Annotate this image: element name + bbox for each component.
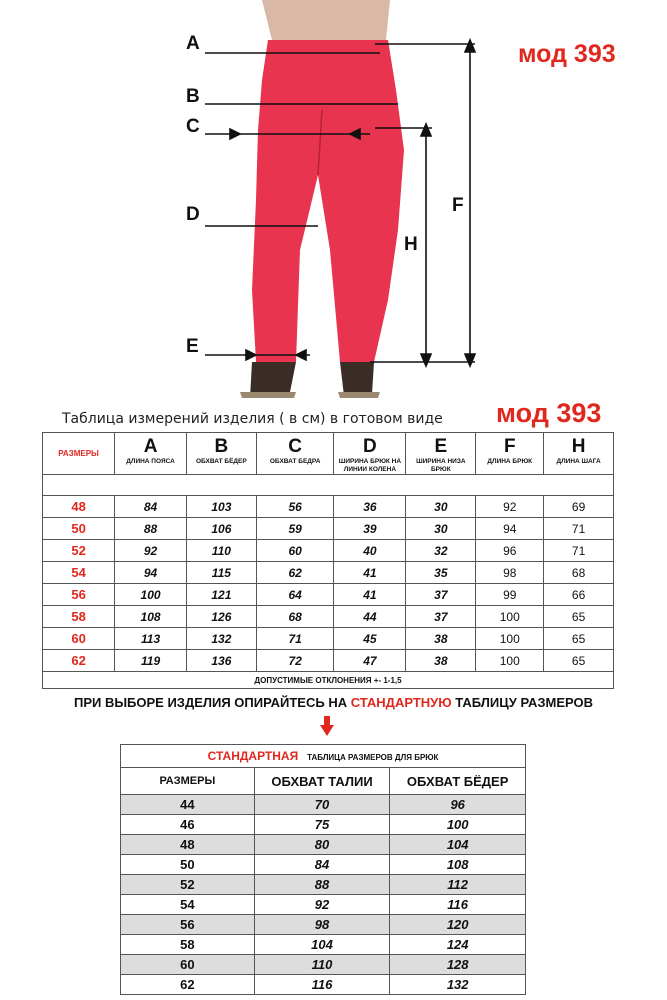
value-cell: 64 [256, 584, 334, 606]
value-cell: 35 [406, 562, 476, 584]
measurement-table [42, 432, 614, 689]
label-a: A [186, 33, 200, 54]
std-header-waist: ОБХВАТ ТАЛИИ [254, 768, 390, 795]
measurement-rows [43, 496, 614, 672]
value-cell: 98 [476, 562, 544, 584]
value-cell: 96 [476, 540, 544, 562]
advice-highlight: СТАНДАРТНУЮ [350, 695, 452, 710]
table-row [121, 935, 526, 955]
value-cell: 106 [186, 518, 256, 540]
std-hips-cell: 116 [390, 895, 526, 915]
label-d: D [186, 204, 200, 225]
size-cell: 56 [43, 584, 115, 606]
table-row [43, 628, 614, 650]
advice-after: ТАБЛИЦУ РАЗМЕРОВ [451, 695, 594, 710]
standard-size-table [120, 744, 526, 995]
table-row [121, 815, 526, 835]
value-cell: 59 [256, 518, 334, 540]
standard-title-highlight: СТАНДАРТНАЯ [207, 749, 299, 763]
label-h: H [404, 234, 418, 255]
table-row [121, 955, 526, 975]
std-waist-cell: 98 [254, 915, 390, 935]
std-size-cell: 56 [121, 915, 255, 935]
std-size-cell: 44 [121, 795, 255, 815]
table-row [121, 975, 526, 995]
down-arrow-icon [320, 716, 334, 736]
tolerance-note: ДОПУСТИМЫЕ ОТКЛОНЕНИЯ +- 1-1,5 [43, 672, 614, 689]
value-cell: 44 [334, 606, 406, 628]
value-cell: 126 [186, 606, 256, 628]
col-header: F ДЛИНА БРЮК [476, 433, 544, 475]
table-row [121, 835, 526, 855]
table-row [121, 855, 526, 875]
label-f: F [452, 195, 464, 216]
label-e: E [186, 336, 199, 357]
std-size-cell: 50 [121, 855, 255, 875]
size-cell: 48 [43, 496, 115, 518]
value-cell: 40 [334, 540, 406, 562]
col-header: B ОБХВАТ БЁДЕР [186, 433, 256, 475]
std-hips-cell: 132 [390, 975, 526, 995]
std-hips-cell: 108 [390, 855, 526, 875]
value-cell: 100 [476, 650, 544, 672]
std-hips-cell: 124 [390, 935, 526, 955]
value-cell: 38 [406, 628, 476, 650]
std-size-cell: 46 [121, 815, 255, 835]
std-waist-cell: 88 [254, 875, 390, 895]
value-cell: 41 [334, 562, 406, 584]
value-cell: 30 [406, 496, 476, 518]
value-cell: 84 [115, 496, 187, 518]
std-header-hips: ОБХВАТ БЁДЕР [390, 768, 526, 795]
value-cell: 47 [334, 650, 406, 672]
table-row [43, 584, 614, 606]
value-cell: 92 [476, 496, 544, 518]
table-row [43, 540, 614, 562]
col-header: D ШИРИНА БРЮК НА ЛИНИИ КОЛЕНА [334, 433, 406, 475]
value-cell: 60 [256, 540, 334, 562]
value-cell: 66 [544, 584, 614, 606]
value-cell: 37 [406, 584, 476, 606]
value-cell: 38 [406, 650, 476, 672]
col-header: C ОБХВАТ БЕДРА [256, 433, 334, 475]
std-hips-cell: 120 [390, 915, 526, 935]
table-row [121, 875, 526, 895]
col-header: A ДЛИНА ПОЯСА [115, 433, 187, 475]
label-b: B [186, 86, 200, 107]
value-cell: 62 [256, 562, 334, 584]
std-size-cell: 58 [121, 935, 255, 955]
value-cell: 71 [544, 540, 614, 562]
value-cell: 36 [334, 496, 406, 518]
std-size-cell: 52 [121, 875, 255, 895]
std-size-cell: 60 [121, 955, 255, 975]
table-row [43, 518, 614, 540]
table-row [121, 795, 526, 815]
size-cell: 62 [43, 650, 115, 672]
advice-before: ПРИ ВЫБОРЕ ИЗДЕЛИЯ ОПИРАЙТЕСЬ НА [73, 695, 351, 710]
value-cell: 113 [115, 628, 187, 650]
value-cell: 100 [115, 584, 187, 606]
std-size-cell: 48 [121, 835, 255, 855]
size-cell: 52 [43, 540, 115, 562]
std-waist-cell: 104 [254, 935, 390, 955]
standard-table-header [121, 768, 526, 795]
standard-table-title [121, 745, 526, 768]
measure-table-model: мод 393 [496, 398, 602, 428]
value-cell: 32 [406, 540, 476, 562]
value-cell: 108 [115, 606, 187, 628]
value-cell: 68 [544, 562, 614, 584]
table-row [121, 915, 526, 935]
value-cell: 94 [115, 562, 187, 584]
size-cell: 60 [43, 628, 115, 650]
table-row [121, 895, 526, 915]
value-cell: 92 [115, 540, 187, 562]
std-waist-cell: 84 [254, 855, 390, 875]
table-row [43, 650, 614, 672]
value-cell: 115 [186, 562, 256, 584]
value-cell: 45 [334, 628, 406, 650]
standard-table-title-row [121, 745, 526, 768]
pants-measurement-figure [0, 0, 667, 400]
value-cell: 99 [476, 584, 544, 606]
table-header-row [43, 433, 614, 475]
value-cell: 41 [334, 584, 406, 606]
size-cell: 50 [43, 518, 115, 540]
value-cell: 94 [476, 518, 544, 540]
value-cell: 100 [476, 628, 544, 650]
value-cell: 69 [544, 496, 614, 518]
table-row [43, 562, 614, 584]
value-cell: 132 [186, 628, 256, 650]
std-header-sizes: РАЗМЕРЫ [121, 768, 255, 795]
std-size-cell: 62 [121, 975, 255, 995]
table-row [43, 496, 614, 518]
value-cell: 103 [186, 496, 256, 518]
sizes-header: РАЗМЕРЫ [43, 433, 115, 475]
value-cell: 136 [186, 650, 256, 672]
value-cell: 71 [256, 628, 334, 650]
std-waist-cell: 75 [254, 815, 390, 835]
standard-rows [121, 795, 526, 995]
value-cell: 65 [544, 650, 614, 672]
value-cell: 72 [256, 650, 334, 672]
std-hips-cell: 100 [390, 815, 526, 835]
value-cell: 119 [115, 650, 187, 672]
value-cell: 110 [186, 540, 256, 562]
col-header: H ДЛИНА ШАГА [544, 433, 614, 475]
size-cell: 54 [43, 562, 115, 584]
value-cell: 39 [334, 518, 406, 540]
std-waist-cell: 80 [254, 835, 390, 855]
std-hips-cell: 104 [390, 835, 526, 855]
std-waist-cell: 92 [254, 895, 390, 915]
std-hips-cell: 128 [390, 955, 526, 975]
advice-text [0, 695, 667, 710]
std-waist-cell: 70 [254, 795, 390, 815]
std-size-cell: 54 [121, 895, 255, 915]
std-hips-cell: 96 [390, 795, 526, 815]
size-cell: 58 [43, 606, 115, 628]
value-cell: 65 [544, 628, 614, 650]
table-row [43, 606, 614, 628]
value-cell: 65 [544, 606, 614, 628]
std-waist-cell: 116 [254, 975, 390, 995]
value-cell: 71 [544, 518, 614, 540]
value-cell: 88 [115, 518, 187, 540]
std-waist-cell: 110 [254, 955, 390, 975]
tolerance-row [43, 672, 614, 689]
standard-title-rest: ТАБЛИЦА РАЗМЕРОВ ДЛЯ БРЮК [307, 753, 439, 762]
label-c: C [186, 116, 200, 137]
table-spacer-row [43, 475, 614, 496]
value-cell: 100 [476, 606, 544, 628]
model-label: мод 393 [518, 40, 616, 68]
value-cell: 56 [256, 496, 334, 518]
value-cell: 30 [406, 518, 476, 540]
value-cell: 37 [406, 606, 476, 628]
col-header: E ШИРИНА НИЗА БРЮК [406, 433, 476, 475]
value-cell: 121 [186, 584, 256, 606]
value-cell: 68 [256, 606, 334, 628]
measure-table-caption: Таблица измерений изделия ( в см) в готовом виде [62, 411, 443, 427]
std-hips-cell: 112 [390, 875, 526, 895]
